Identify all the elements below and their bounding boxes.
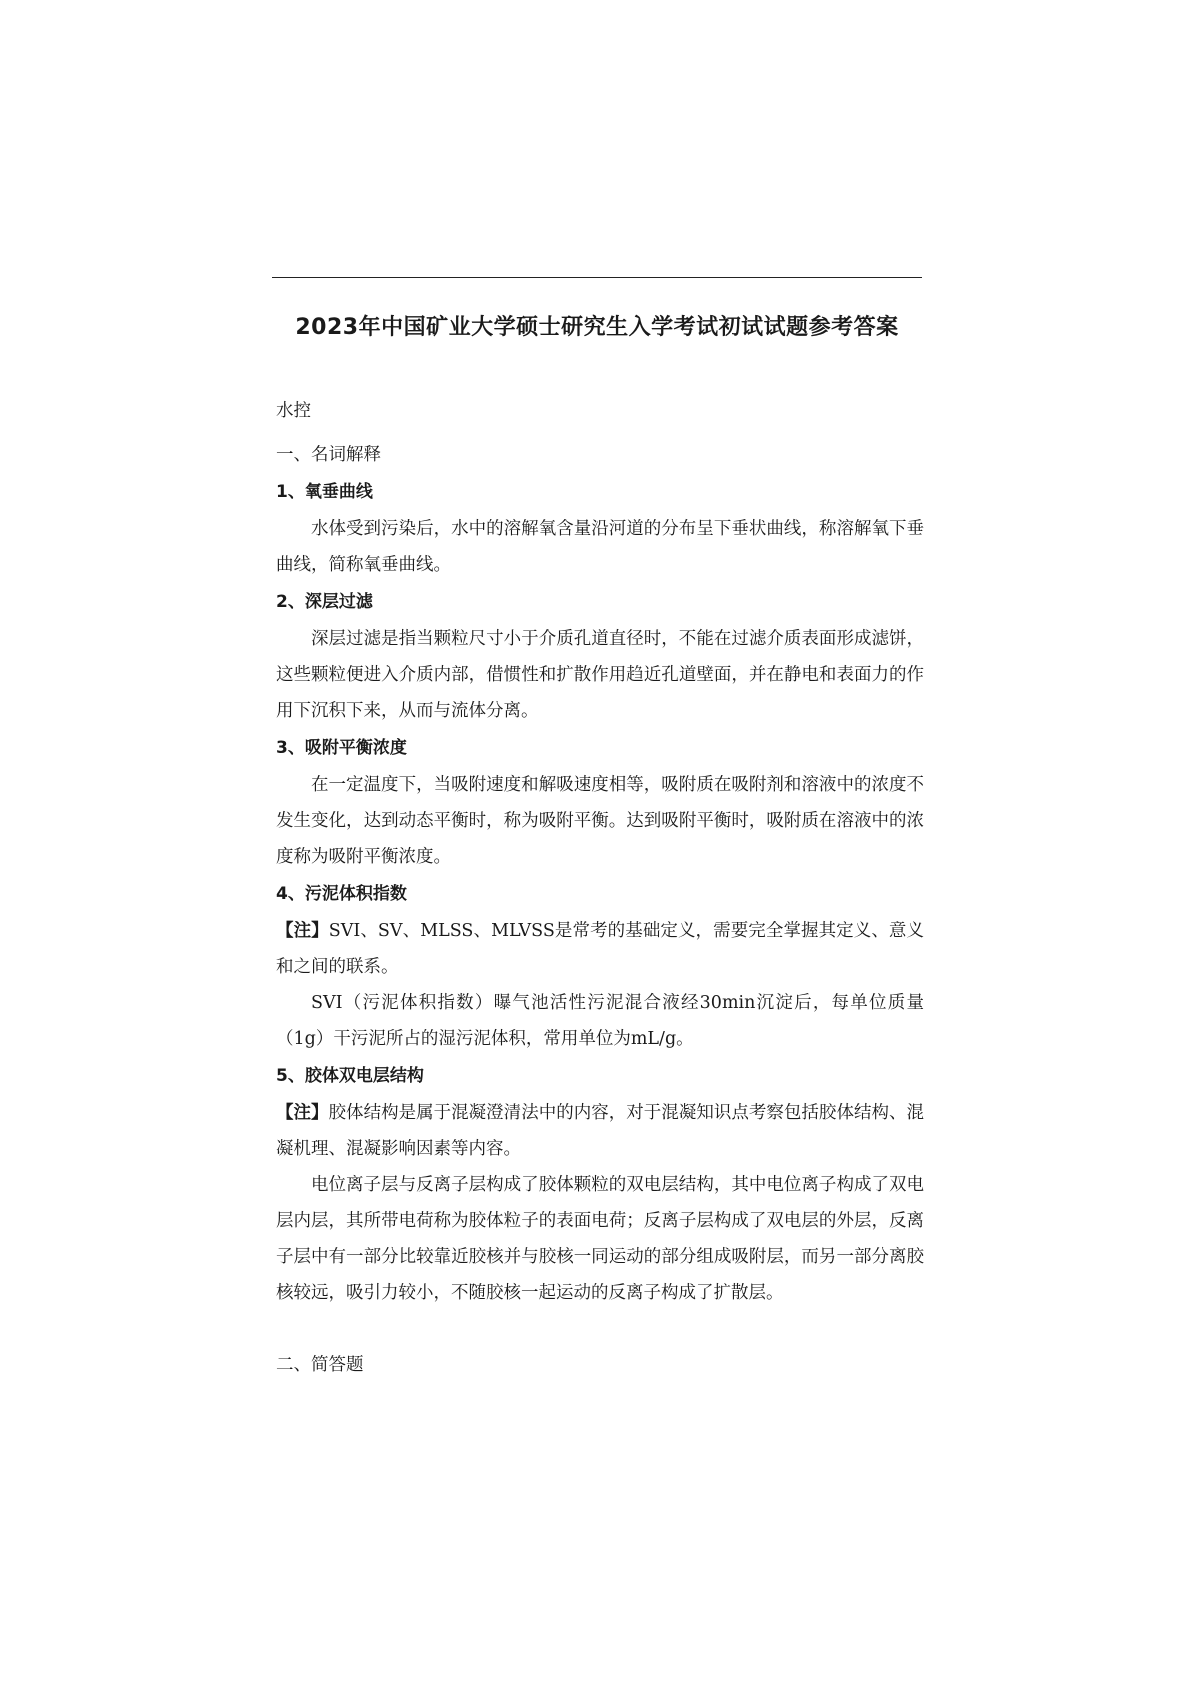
term-heading: 3、吸附平衡浓度 (276, 738, 407, 758)
term-definition: SVI（污泥体积指数）曝气池活性污泥混合液经30min沉淀后，每单位质量（1g）干污泥所占的湿污泥体积，常用单位为mL/g。 (276, 993, 924, 1049)
term-definition: 电位离子层与反离子层构成了胶体颗粒的双电层结构，其中电位离子构成了双电层内层，其所带电荷称为胶体粒子的表面电荷；反离子层构成了双电层的外层，反离子层中有一部分比较靠近胶核并与胶核一同运动的部分组成吸附层，而另一部分离胶核较远，吸引力较小，不随胶核一起运动的反离子构成了扩散层。 (276, 1175, 924, 1303)
header-rule (272, 277, 922, 278)
note-tag: 【注】 (276, 921, 329, 941)
document-body (276, 393, 924, 1384)
term-heading: 4、污泥体积指数 (276, 884, 407, 904)
subject-label: 水控 (276, 401, 311, 421)
term-heading: 1、氧垂曲线 (276, 482, 373, 502)
term-heading: 5、胶体双电层结构 (276, 1066, 424, 1086)
note-tag: 【注】 (276, 1103, 329, 1123)
note-text: SVI、SV、MLSS、MLVSS是常考的基础定义，需要完全掌握其定义、意义和之间的联系。 (276, 921, 924, 977)
study-note (276, 913, 924, 985)
document-title: 2023年中国矿业大学硕士研究生入学考试初试试题参考答案 (295, 315, 899, 340)
term-heading: 2、深层过滤 (276, 592, 373, 612)
term-definition: 在一定温度下，当吸附速度和解吸速度相等，吸附质在吸附剂和溶液中的浓度不发生变化，达到动态平衡时，称为吸附平衡。达到吸附平衡时，吸附质在溶液中的浓度称为吸附平衡浓度。 (276, 775, 924, 867)
section-heading-short-answer: 二、简答题 (276, 1355, 364, 1375)
section-heading-terms: 一、名词解释 (276, 445, 381, 465)
note-text: 胶体结构是属于混凝澄清法中的内容，对于混凝知识点考察包括胶体结构、混凝机理、混凝影响因素等内容。 (276, 1103, 925, 1159)
term-definition: 水体受到污染后，水中的溶解氧含量沿河道的分布呈下垂状曲线，称溶解氧下垂曲线，简称氧垂曲线。 (276, 519, 924, 575)
term-definition: 深层过滤是指当颗粒尺寸小于介质孔道直径时，不能在过滤介质表面形成滤饼，这些颗粒便进入介质内部，借惯性和扩散作用趋近孔道壁面，并在静电和表面力的作用下沉积下来，从而与流体分离。 (276, 629, 924, 721)
study-note (276, 1095, 924, 1167)
